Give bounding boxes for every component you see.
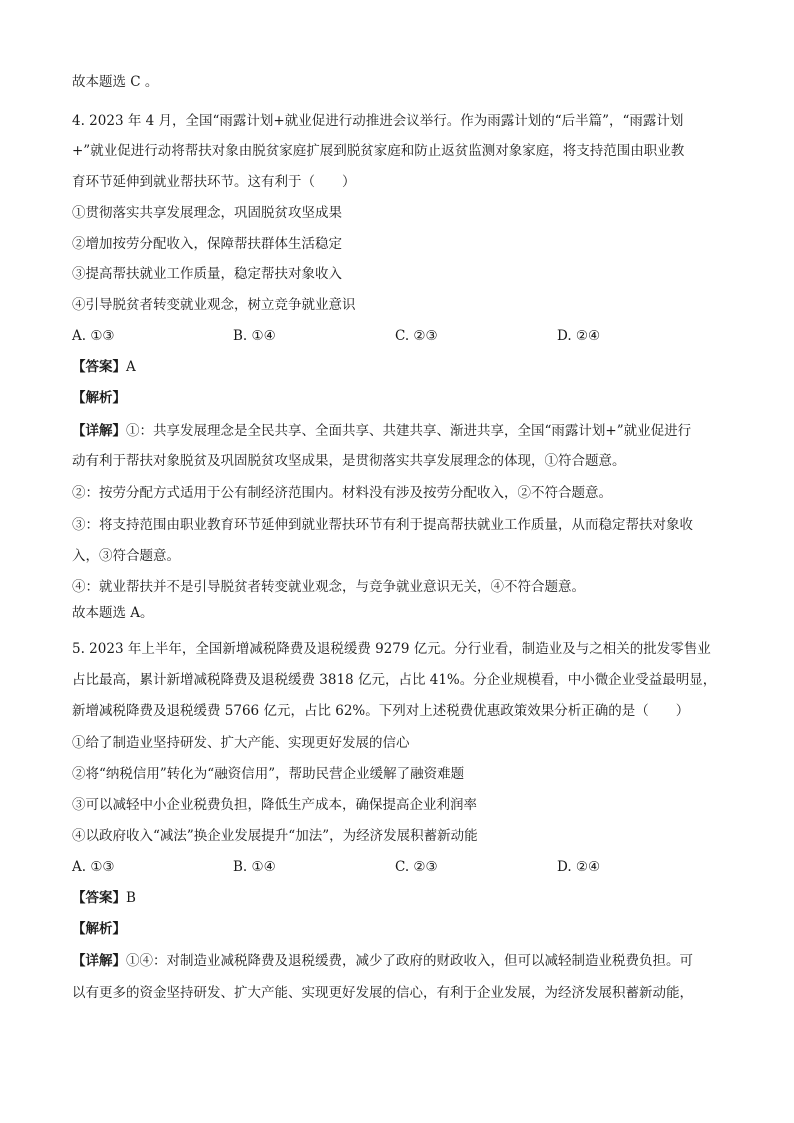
q4-stem-line-2: +”就业促进行动将帮扶对象由脱贫家庭扩展到脱贫家庭和防止返贫监测对象家庭，将支持范围由职业教 <box>72 143 685 159</box>
q4-explain-line-6: ④：就业帮扶并不是引导脱贫者转变就业观念，与竞争就业意识无关，④不符合题意。 <box>72 579 585 595</box>
explain-text: ①：共享发展理念是全民共享、全面共享、共建共享、渐进共享，全国“雨露计划+”就业促进行 <box>126 423 692 439</box>
q4-conclusion: 故本题选 A。 <box>72 605 154 621</box>
q4-item-1: ①贯彻落实共享发展理念，巩固脱贫攻坚成果 <box>72 205 342 221</box>
q5-option-b: B. ①④ <box>233 859 276 875</box>
q5-explain-line-1 <box>72 951 732 971</box>
q4-stem-line-1: 4. 2023 年 4 月，全国“雨露计划+就业促进行动推进会议举行。作为雨露计划的“后半篇”，“雨露计划 <box>72 113 684 129</box>
answer-tag: 【答案】 <box>72 890 126 906</box>
q5-stem-line-2: 占比最高，累计新增减税降费及退税缓费 3818 亿元，占比 41%。分企业规模看，中小微企业受益最明显， <box>72 672 717 688</box>
q5-item-1: ①给了制造业坚持研发、扩大产能、实现更好发展的信心 <box>72 735 410 751</box>
q4-answer <box>72 357 732 377</box>
q4-explain-line-5: 入，③符合题意。 <box>72 548 180 564</box>
q4-item-2: ②增加按劳分配收入，保障帮扶群体生活稳定 <box>72 236 342 252</box>
answer-tag: 【答案】 <box>72 359 126 375</box>
q4-item-3: ③提高帮扶就业工作质量，稳定帮扶对象收入 <box>72 266 342 282</box>
q5-option-c: C. ②③ <box>395 859 438 875</box>
answer-value: B <box>126 890 136 906</box>
q4-stem-line-3: 育环节延伸到就业帮扶环节。这有利于（ ） <box>72 174 356 190</box>
q5-item-3: ③可以减轻中小企业税费负担，降低生产成本，确保提高企业利润率 <box>72 797 477 813</box>
detail-tag: 【详解】 <box>72 423 126 439</box>
q4-option-d: D. ②④ <box>557 328 601 344</box>
q5-analysis-tag: 【解析】 <box>72 921 126 937</box>
q4-option-b: B. ①④ <box>233 328 276 344</box>
q5-stem-line-1: 5. 2023 年上半年，全国新增减税降费及退税缓费 9279 亿元。分行业看，制造业及与之相关的批发零售业 <box>72 641 711 657</box>
q5-item-2: ②将“纳税信用”转化为“融资信用”，帮助民营企业缓解了融资难题 <box>72 766 465 782</box>
q4-explain-line-1 <box>72 421 732 441</box>
q5-item-4: ④以政府收入“减法”换企业发展提升“加法”，为经济发展积蓄新动能 <box>72 828 478 844</box>
q4-item-4: ④引导脱贫者转变就业观念，树立竞争就业意识 <box>72 297 356 313</box>
q5-answer <box>72 888 732 908</box>
q5-option-d: D. ②④ <box>557 859 601 875</box>
q4-option-c: C. ②③ <box>395 328 438 344</box>
q4-explain-line-3: ②：按劳分配方式适用于公有制经济范围内。材料没有涉及按劳分配收入，②不符合题意。 <box>72 485 612 501</box>
q4-analysis-tag: 【解析】 <box>72 390 126 406</box>
q4-explain-line-4: ③：将支持范围由职业教育环节延伸到就业帮扶环节有利于提高帮扶就业工作质量，从而稳定帮扶对象收 <box>72 517 693 533</box>
q3-conclusion: 故本题选 C 。 <box>72 74 159 90</box>
answer-value: A <box>126 359 136 375</box>
q4-option-a: A. ①③ <box>72 328 115 344</box>
detail-tag: 【详解】 <box>72 953 126 969</box>
q4-explain-line-2: 动有利于帮扶对象脱贫及巩固脱贫攻坚成果，是贯彻落实共享发展理念的体现，①符合题意。 <box>72 453 626 469</box>
q5-option-a: A. ①③ <box>72 859 115 875</box>
q5-stem-line-3: 新增减税降费及退税缓费 5766 亿元，占比 62%。下列对上述税费优惠政策效果分析正确的是（ ） <box>72 703 690 719</box>
q5-explain-line-2: 以有更多的资金坚持研发、扩大产能、实现更好发展的信心，有利于企业发展，为经济发展积蓄新动能， <box>72 985 693 1001</box>
explain-text: ①④：对制造业减税降费及退税缓费，减少了政府的财政收入，但可以减轻制造业税费负担。可 <box>126 953 693 969</box>
